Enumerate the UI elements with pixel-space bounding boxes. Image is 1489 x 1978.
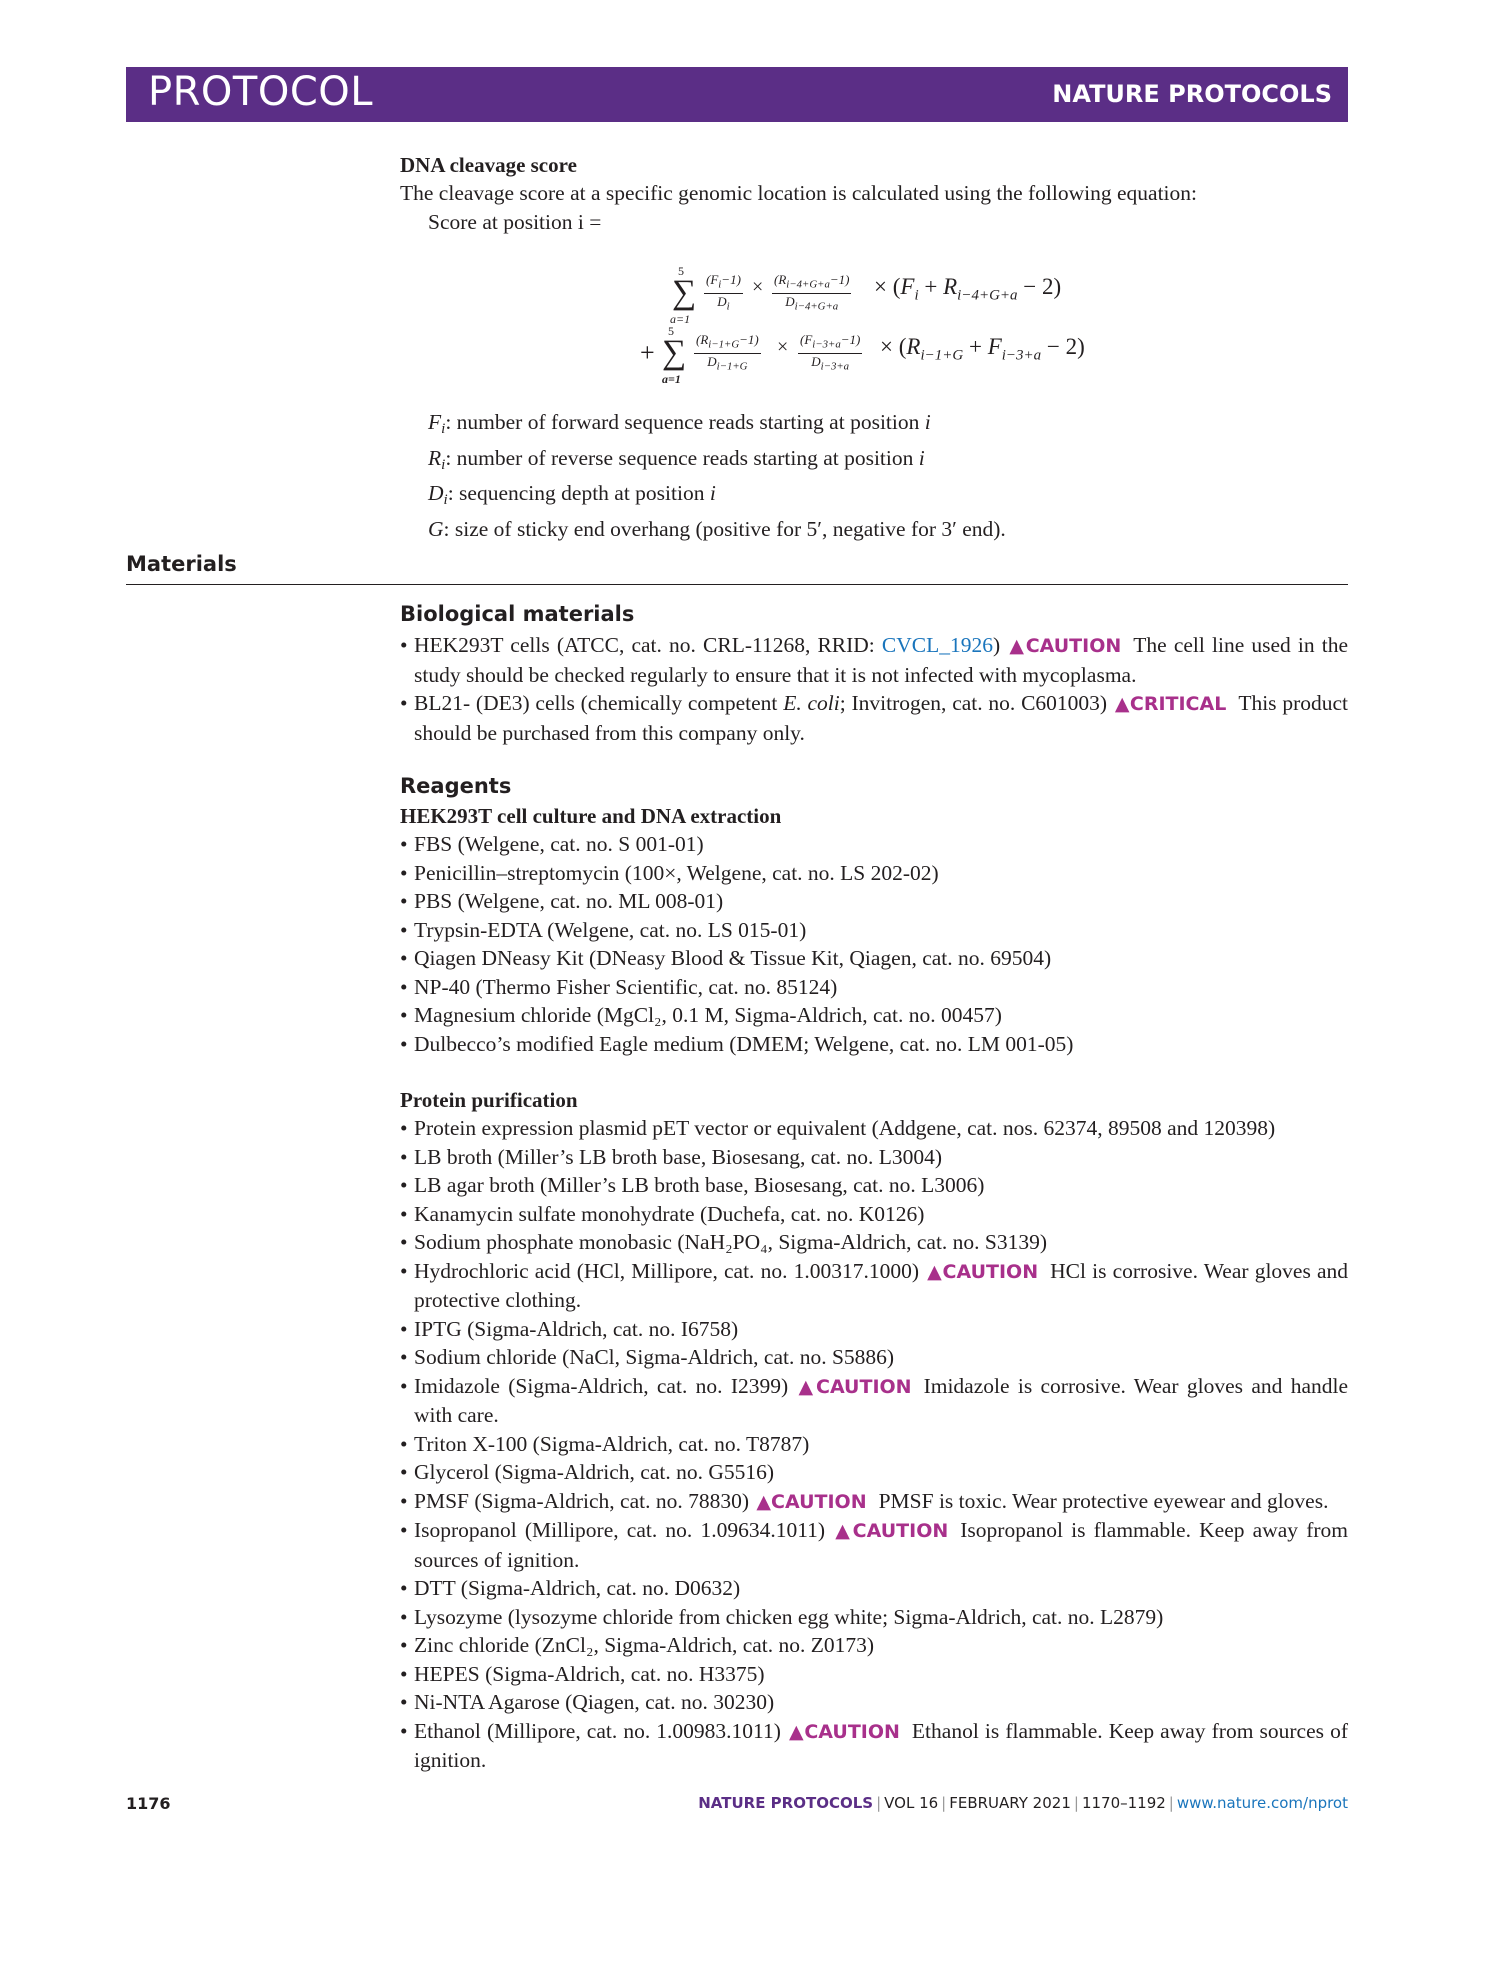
list-item: • Ni-NTA Agarose (Qiagen, cat. no. 30230) (400, 1688, 1348, 1717)
materials-section-title: Materials (126, 552, 237, 576)
header-journal: NATURE PROTOCOLS (1052, 80, 1332, 108)
caution-badge: ▲CAUTION (798, 1375, 912, 1398)
list-item: • Protein expression plasmid pET vector or equivalent (Addgene, cat. nos. 62374, 89508 and 120398) (400, 1114, 1348, 1143)
list-item: • Hydrochloric acid (HCl, Millipore, cat. no. 1.00317.1000) ▲CAUTION HCl is corrosive. Wear gloves and protective clothing. (400, 1257, 1348, 1315)
def-d: Di: sequencing depth at position i (428, 481, 716, 508)
list-item: • Qiagen DNeasy Kit (DNeasy Blood & Tissue Kit, Qiagen, cat. no. 69504) (400, 944, 1348, 973)
list-item: • LB agar broth (Miller’s LB broth base, Biosesang, cat. no. L3006) (400, 1171, 1348, 1200)
biological-heading: Biological materials (400, 602, 635, 626)
list-item: • Zinc chloride (ZnCl₂, Sigma-Aldrich, cat. no. Z0173) (400, 1631, 1348, 1660)
list-item: • Trypsin-EDTA (Welgene, cat. no. LS 015-01) (400, 916, 1348, 945)
reagents-section (400, 772, 1348, 1775)
list-item: • Kanamycin sulfate monohydrate (Duchefa, cat. no. K0126) (400, 1200, 1348, 1229)
list-item: • Magnesium chloride (MgCl₂, 0.1 M, Sigma-Aldrich, cat. no. 00457) (400, 1001, 1348, 1030)
caution-badge: ▲CAUTION (756, 1490, 867, 1513)
score-label: Score at position i = (428, 209, 602, 234)
list-item: • LB broth (Miller’s LB broth base, Biosesang, cat. no. L3004) (400, 1143, 1348, 1172)
list-item: • Glycerol (Sigma-Aldrich, cat. no. G5516) (400, 1458, 1348, 1487)
variable-definitions (428, 408, 1006, 543)
rrid-link[interactable]: CVCL_1926 (881, 633, 994, 657)
cleavage-section (400, 151, 1348, 236)
def-g: G: size of sticky end overhang (positive for 5′, negative for 3′ end). (428, 516, 1006, 541)
list-item: • Dulbecco’s modified Eagle medium (DMEM; Welgene, cat. no. LM 001-05) (400, 1030, 1348, 1059)
section-divider (126, 584, 1348, 585)
protein-list (400, 1114, 1348, 1775)
def-f: Fi: number of forward sequence reads starting at position i (428, 410, 931, 437)
fraction: $\frac{(F_{i-3+a}-1)}{D_{i-3+a}}$ (800, 332, 861, 373)
formula-line-2: + 5 ∑ a=1 $\frac{(R_{i-1+G}-1)}{D_{i-1+G}}$ × $\frac{(F_{i-3+a}-1)}{D_{i-3+a}}$ × $(R_{i-1+G} + F_{i-3+a} - 2)$ (640, 324, 1085, 386)
list-item: • IPTG (Sigma-Aldrich, cat. no. I6758) (400, 1315, 1348, 1344)
cleavage-heading: DNA cleavage score (400, 153, 577, 177)
list-item: • Isopropanol (Millipore, cat. no. 1.09634.1011) ▲CAUTION Isopropanol is flammable. Keep away from sources of ignition. (400, 1516, 1348, 1574)
journal-url-link[interactable]: www.nature.com/nprot (1176, 1794, 1348, 1812)
protein-heading: Protein purification (400, 1088, 578, 1112)
caution-badge: ▲CAUTION (927, 1260, 1039, 1283)
biological-list (400, 631, 1348, 747)
cleavage-intro: The cleavage score at a specific genomic location is calculated using the following equation: (400, 181, 1197, 205)
list-item: • Triton X-100 (Sigma-Aldrich, cat. no. T8787) (400, 1430, 1348, 1459)
list-item: • Sodium chloride (NaCl, Sigma-Aldrich, cat. no. S5886) (400, 1343, 1348, 1372)
list-item: • Ethanol (Millipore, cat. no. 1.00983.1011) ▲CAUTION Ethanol is flammable. Keep away from sources of ignition. (400, 1717, 1348, 1775)
list-item: • HEK293T cells (ATCC, cat. no. CRL-11268, RRID: CVCL_1926) ▲CAUTION The cell line used in the study should be checked regularly to ensure that it is not infected with mycoplasma. (400, 631, 1348, 689)
list-item: • BL21- (DE3) cells (chemically competent E. coli; Invitrogen, cat. no. C601003) ▲CRITICAL This product should be purchased from this company only. (400, 689, 1348, 747)
list-item: • DTT (Sigma-Aldrich, cat. no. D0632) (400, 1574, 1348, 1603)
fraction: $\frac{(F_i-1)}{D_i}$ (706, 272, 741, 313)
critical-badge: ▲CRITICAL (1114, 693, 1227, 715)
header-article-type: PROTOCOL (148, 69, 374, 115)
biological-materials (400, 600, 1348, 747)
sum-symbol: ∑ (672, 274, 697, 311)
caution-badge: ▲CAUTION (1009, 635, 1122, 657)
list-item: • PBS (Welgene, cat. no. ML 008-01) (400, 887, 1348, 916)
formula-line-1: 5 ∑ a=1 $\frac{(F_i-1)}{D_i}$ × $\frac{(R_{i-4+G+a}-1)}{D_{i-4+G+a}}$ × $(F_i + R_{i-4+G+a} - 2)$ (670, 264, 1062, 326)
fraction: $\frac{(R_{i-4+G+a}-1)}{D_{i-4+G+a}}$ (774, 272, 850, 313)
list-item: • Lysozyme (lysozyme chloride from chicken egg white; Sigma-Aldrich, cat. no. L2879) (400, 1603, 1348, 1632)
list-item: • Imidazole (Sigma-Aldrich, cat. no. I2399) ▲CAUTION Imidazole is corrosive. Wear gloves and handle with care. (400, 1372, 1348, 1430)
header-bar (126, 67, 1348, 122)
sum-symbol: ∑ (662, 334, 687, 371)
list-item: • Penicillin–streptomycin (100×, Welgene, cat. no. LS 202-02) (400, 859, 1348, 888)
list-item: • HEPES (Sigma-Aldrich, cat. no. H3375) (400, 1660, 1348, 1689)
caution-badge: ▲CAUTION (789, 1720, 900, 1743)
reagents-heading: Reagents (400, 774, 512, 798)
hek-list (400, 830, 1348, 1058)
hek-heading: HEK293T cell culture and DNA extraction (400, 804, 782, 828)
cleavage-equation (612, 262, 1132, 394)
list-item: • FBS (Welgene, cat. no. S 001-01) (400, 830, 1348, 859)
def-r: Ri: number of reverse sequence reads starting at position i (428, 445, 925, 473)
list-item: • PMSF (Sigma-Aldrich, cat. no. 78830) ▲CAUTION PMSF is toxic. Wear protective eyewear and gloves. (400, 1487, 1348, 1517)
list-item: • NP-40 (Thermo Fisher Scientific, cat. no. 85124) (400, 973, 1348, 1002)
footer-citation: NATURE PROTOCOLS | VOL 16 | FEBRUARY 2021 | 1170–1192 | www.nature.com/nprot (698, 1794, 1348, 1812)
page-number: 1176 (126, 1794, 171, 1813)
fraction: $\frac{(R_{i-1+G}-1)}{D_{i-1+G}}$ (696, 332, 759, 373)
caution-badge: ▲CAUTION (835, 1520, 949, 1542)
list-item: • Sodium phosphate monobasic (NaH₂PO₄, Sigma-Aldrich, cat. no. S3139) (400, 1228, 1348, 1257)
